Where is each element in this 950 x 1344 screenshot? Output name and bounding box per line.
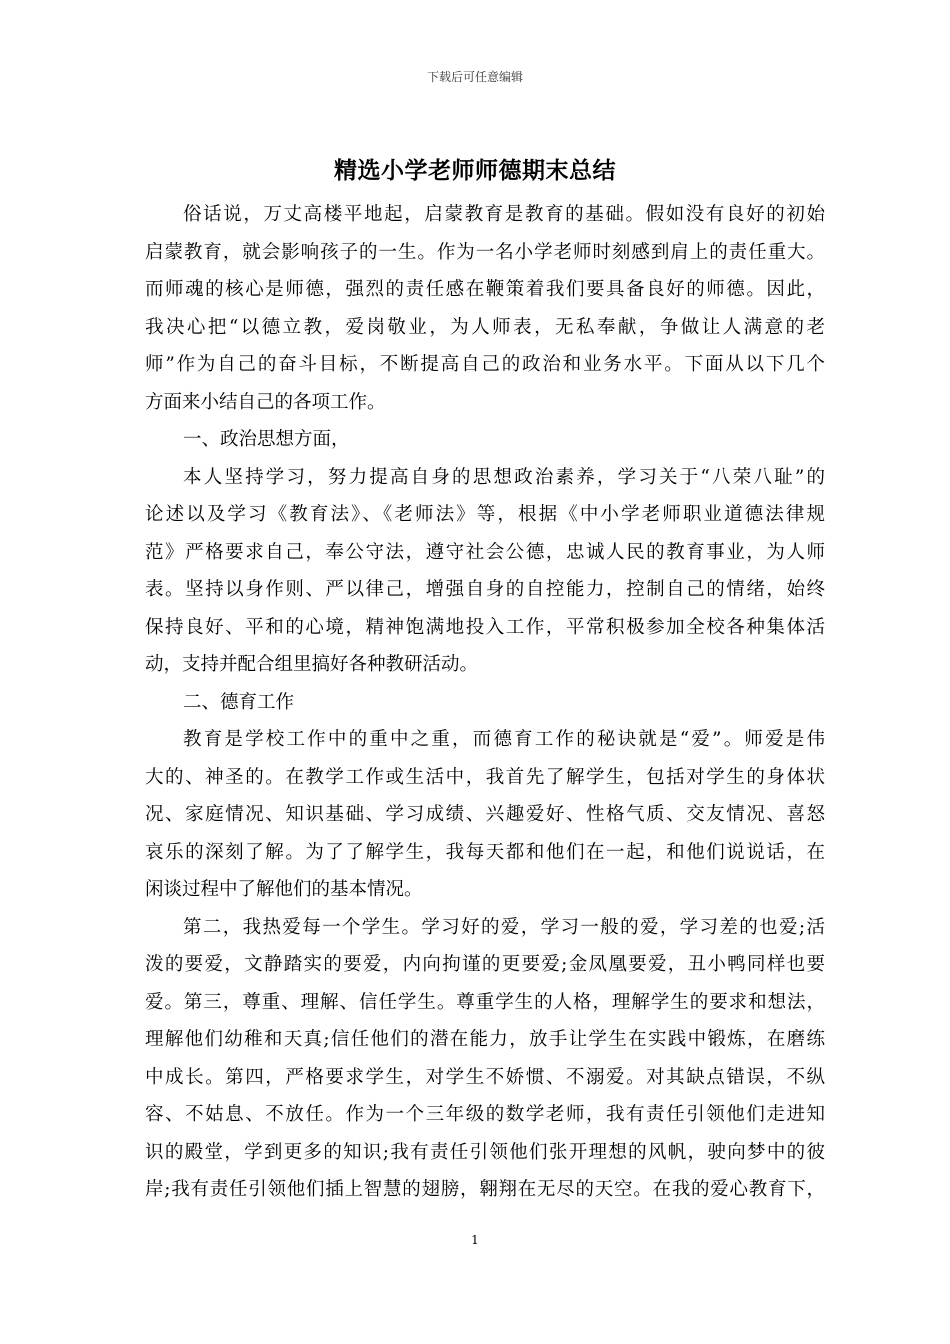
- body-line: 动，支持并配合组里搞好各种教研活动。: [145, 654, 479, 675]
- body-line: 理解他们幼稚和天真;信任他们的潜在能力，放手让学生在实践中锻炼，在磨练: [145, 1029, 825, 1050]
- body-line: 哀乐的深刻了解。为了了解学生，我每天都和他们在一起，和他们说说话，在: [145, 841, 825, 863]
- body-line: 闲谈过程中了解他们的基本情况。: [145, 879, 423, 900]
- body-line: 方面来小结自己的各项工作。: [145, 391, 386, 413]
- body-line: 表。坚持以身作则、严以律己，增强自身的自控能力，控制自己的情绪，始终: [145, 579, 825, 600]
- body-line: 况、家庭情况、知识基础、学习成绩、兴趣爱好、性格气质、交友情况、喜怒: [145, 804, 825, 825]
- page-header: 下载后可任意编辑: [426, 70, 523, 84]
- body-line: 岸;我有责任引领他们插上智慧的翅膀，翱翔在无尽的天空。在我的爱心教育下，: [145, 1179, 825, 1200]
- body-line: 我决心把“以德立教，爱岗敬业，为人师表，无私奉献，争做让人满意的老: [145, 316, 825, 338]
- body-line: 大的、神圣的。在教学工作或生活中，我首先了解学生，包括对学生的身体状: [145, 766, 825, 788]
- body-line: 第二，我热爱每一个学生。学习好的爱，学习一般的爱，学习差的也爱;活: [183, 916, 825, 938]
- body-line: 论述以及学习《教育法》、《老师法》等，根据《中小学老师职业道德法律规: [145, 504, 825, 525]
- body-line: 本人坚持学习，努力提高自身的思想政治素养，学习关于“八荣八耻”的: [183, 466, 825, 488]
- section-heading: 二、德育工作: [183, 691, 295, 713]
- page-number: 1: [471, 1233, 479, 1247]
- body-line: 泼的要爱，文静踏实的要爱，内向拘谨的更要爱;金凤凰要爱，丑小鸭同样也要: [145, 954, 825, 975]
- body-line: 范》严格要求自己，奉公守法，遵守社会公德，忠诚人民的教育事业，为人师: [145, 541, 825, 563]
- body-line: 启蒙教育，就会影响孩子的一生。作为一名小学老师时刻感到肩上的责任重大。: [145, 241, 825, 263]
- body-line: 保持良好、平和的心境，精神饱满地投入工作，平常积极参加全校各种集体活: [145, 616, 825, 638]
- section-heading: 一、政治思想方面，: [183, 429, 350, 450]
- document-body: [145, 196, 825, 1209]
- document-title: 精选小学老师师德期末总结: [334, 157, 616, 184]
- body-line: 容、不姑息、不放任。作为一个三年级的数学老师，我有责任引领他们走进知: [145, 1104, 825, 1125]
- body-line: 中成长。第四，严格要求学生，对学生不娇惯、不溺爱。对其缺点错误，不纵: [145, 1066, 825, 1088]
- body-line: 师”作为自己的奋斗目标，不断提高自己的政治和业务水平。下面从以下几个: [145, 354, 825, 375]
- body-line: 爱。第三，尊重、理解、信任学生。尊重学生的人格，理解学生的要求和想法，: [145, 991, 825, 1013]
- body-line: 而师魂的核心是师德，强烈的责任感在鞭策着我们要具备良好的师德。因此，: [145, 279, 825, 300]
- body-line: 俗话说，万丈高楼平地起，启蒙教育是教育的基础。假如没有良好的初始: [183, 204, 825, 225]
- body-line: 识的殿堂，学到更多的知识;我有责任引领他们张开理想的风帆，驶向梦中的彼: [145, 1141, 825, 1163]
- body-line: 教育是学校工作中的重中之重，而德育工作的秘诀就是“爱”。师爱是伟: [183, 729, 825, 750]
